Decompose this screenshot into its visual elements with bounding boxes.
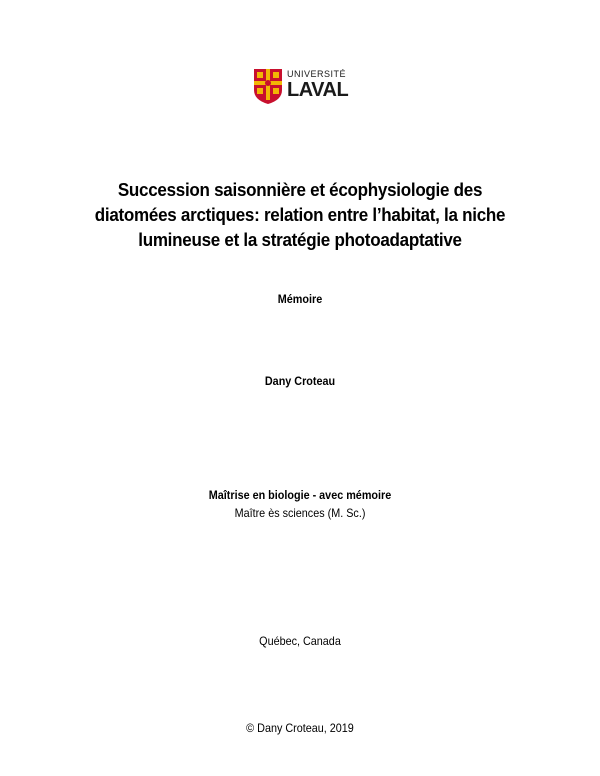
- place: Québec, Canada: [259, 634, 341, 648]
- title-line-2: diatomées arctiques: relation entre l’habitat, la niche: [94, 204, 506, 225]
- degree-name: Maître ès sciences (M. Sc.): [234, 506, 366, 520]
- thesis-title: [24, 177, 576, 252]
- university-logo: [253, 68, 353, 106]
- logo-name: LAVAL: [287, 79, 349, 101]
- title-line-3: lumineuse et la stratégie photoadaptative: [138, 229, 462, 250]
- crest-icon: [253, 68, 283, 105]
- document-type: Mémoire: [277, 292, 323, 306]
- copyright-notice: © Dany Croteau, 2019: [246, 721, 354, 735]
- logo-university-label: UNIVERSITÉ: [287, 69, 347, 79]
- author-name: Dany Croteau: [264, 374, 336, 388]
- logo-wordmark: [287, 69, 348, 101]
- program-name: Maîtrise en biologie - avec mémoire: [208, 488, 392, 502]
- title-line-1: Succession saisonnière et écophysiologie des: [117, 179, 483, 200]
